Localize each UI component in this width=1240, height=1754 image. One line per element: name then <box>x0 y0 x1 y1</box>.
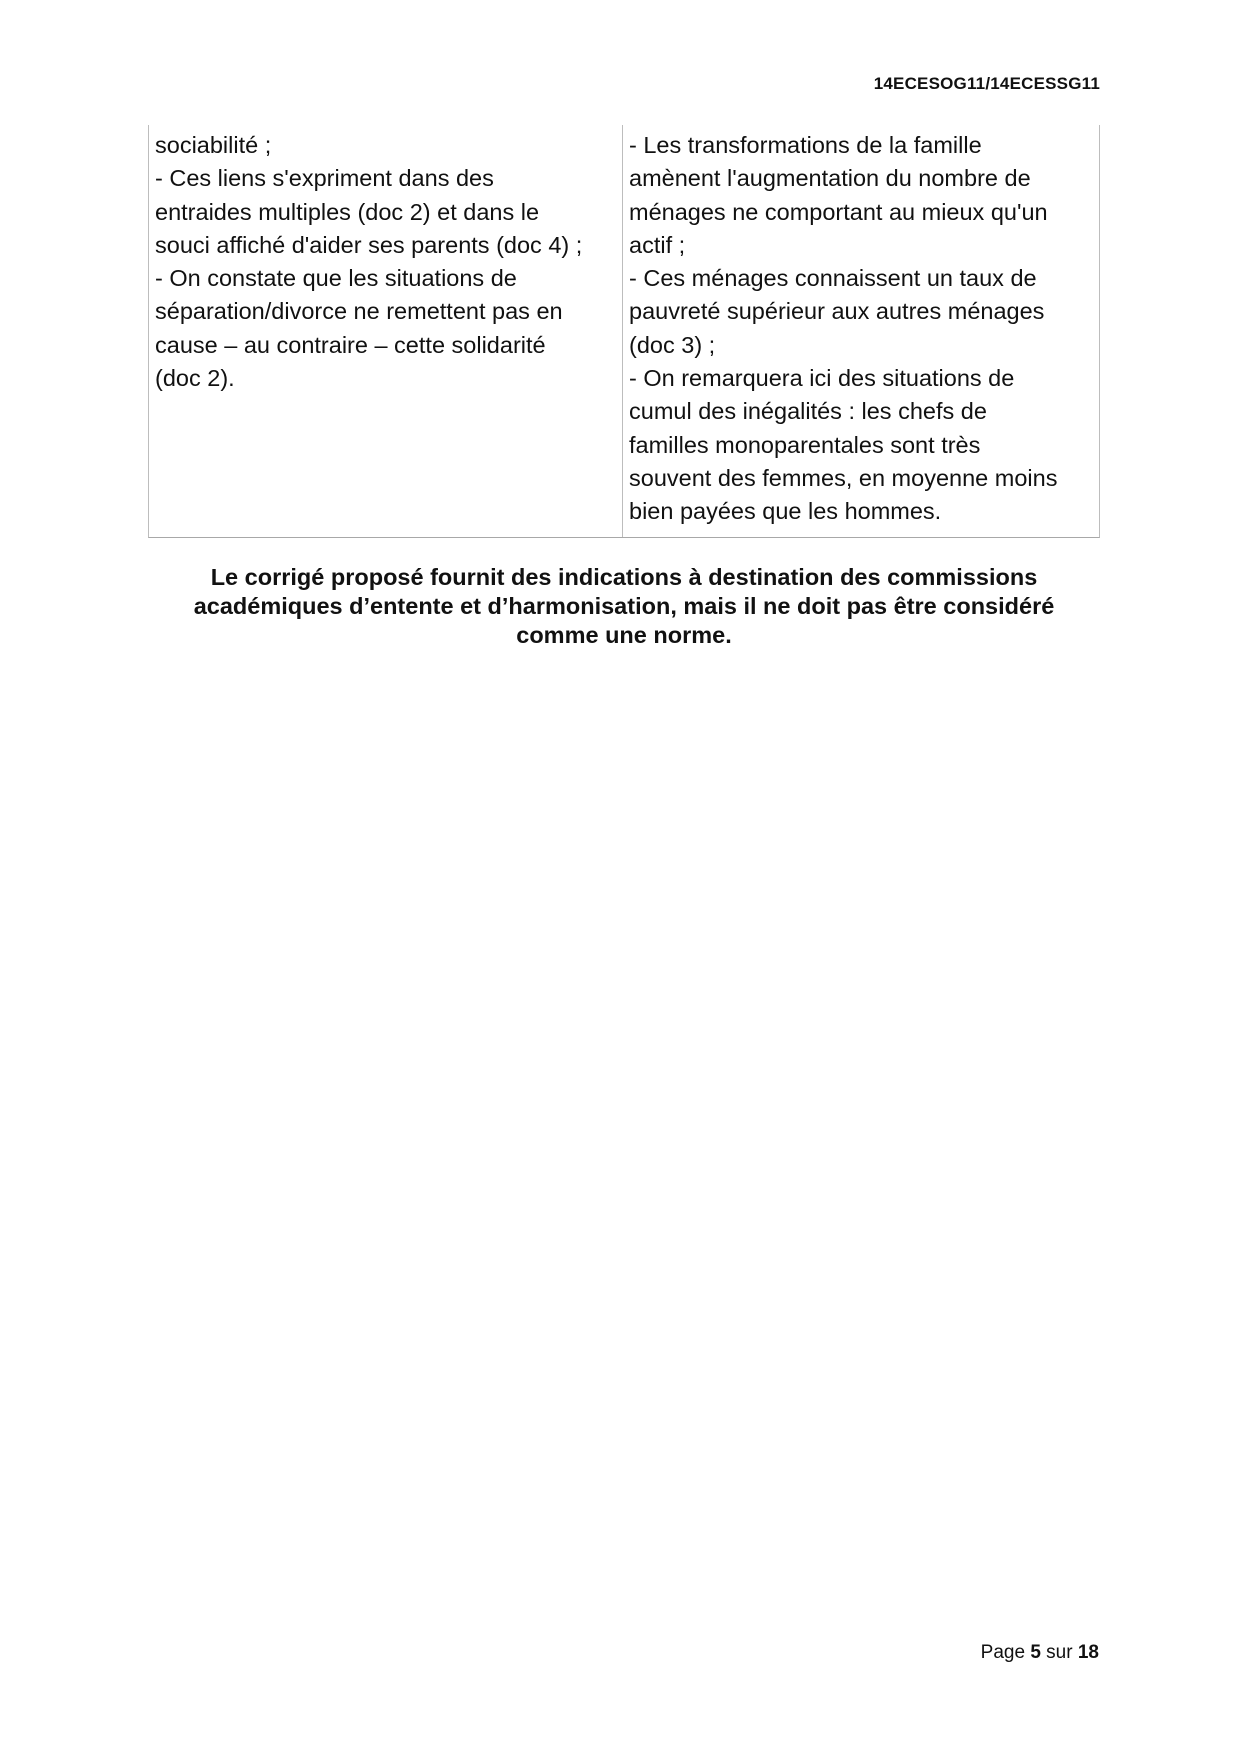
table-line: sociabilité ; <box>155 132 272 158</box>
table-line: séparation/divorce ne remettent pas en <box>155 298 563 325</box>
page-separator: sur <box>1046 1642 1073 1663</box>
table-line: pauvreté supérieur aux autres ménages <box>629 298 1045 325</box>
table-line: - On constate que les situations de <box>155 265 517 292</box>
page-total: 18 <box>1077 1642 1099 1663</box>
table-line: souci affiché d'aider ses parents (doc 4) ; <box>155 231 583 258</box>
notice-line: académiques d’entente et d’harmonisation, mais il ne doit pas être considéré <box>193 593 1055 619</box>
table-line: bien payées que les hommes. <box>629 498 942 525</box>
table-line: - On remarquera ici des situations de <box>629 365 1015 392</box>
table-line: familles monoparentales sont très <box>629 431 981 458</box>
notice-line: Le corrigé proposé fournit des indications à destination des commissions <box>210 564 1038 590</box>
table-line: - Ces liens s'expriment dans des <box>155 165 494 192</box>
answer-table <box>148 125 1100 538</box>
table-line: - Les transformations de la famille <box>629 132 982 158</box>
table-line: (doc 3) ; <box>629 331 716 358</box>
table-line: ménages ne comportant au mieux qu'un <box>629 198 1048 225</box>
table-line: - Ces ménages connaissent un taux de <box>629 265 1037 292</box>
table-line: entraides multiples (doc 2) et dans le <box>155 198 540 225</box>
table-line: amènent l'augmentation du nombre de <box>629 165 1031 192</box>
table-line: actif ; <box>629 231 686 258</box>
table-line: cumul des inégalités : les chefs de <box>629 398 987 425</box>
grading-notice <box>148 563 1100 650</box>
page-number <box>981 1642 1099 1664</box>
document-code: 14ECESOG11/14ECESSG11 <box>873 74 1100 93</box>
page-current: 5 <box>1030 1642 1041 1663</box>
table-line: (doc 2). <box>155 365 235 392</box>
table-line: souvent des femmes, en moyenne moins <box>629 464 1058 491</box>
page-prefix: Page <box>980 1642 1026 1663</box>
table-line: cause – au contraire – cette solidarité <box>155 331 546 358</box>
notice-line: comme une norme. <box>516 622 732 648</box>
table-column-right <box>623 125 1099 537</box>
table-column-left <box>149 125 623 537</box>
